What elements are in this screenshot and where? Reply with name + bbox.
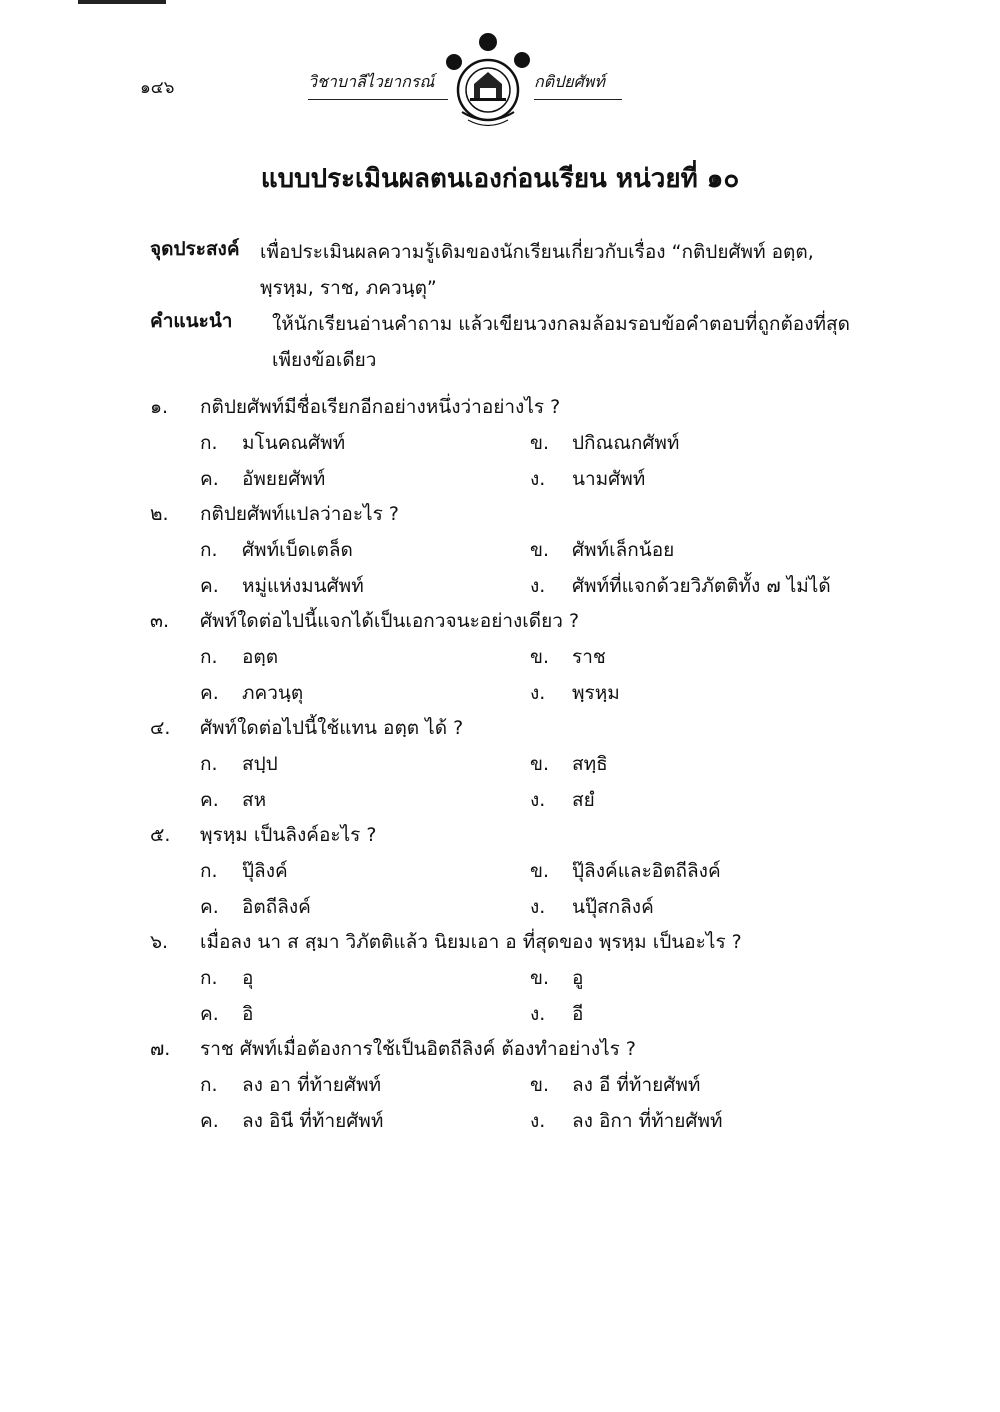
option-text: มโนคณศัพท์ [242, 432, 346, 454]
option-text: สปฺป [242, 753, 278, 775]
running-title-book: วิชาบาลีไวยากรณ์ [308, 70, 448, 100]
option-text: อตฺต [242, 646, 279, 668]
option-text: ศัพท์เบ็ดเตล็ด [242, 539, 353, 561]
question-text: กติปยศัพท์มีชื่อเรียกอีกอย่างหนึ่งว่าอย่างไร ? [200, 396, 561, 418]
option-text: ลง อา ที่ท้ายศัพท์ [242, 1074, 382, 1096]
page-header [0, 0, 1000, 140]
question-text: เมื่อลง นา ส สฺมา วิภัตติแล้ว นิยมเอา อ ที่สุดของ พฺรหฺม เป็นอะไร ? [200, 931, 742, 953]
option-text: พฺรหฺม [572, 682, 620, 704]
option-text: อุ [242, 967, 254, 989]
option-text: อัพยยศัพท์ [242, 468, 326, 490]
option-letter: ข. [530, 432, 550, 454]
option-letter: ค. [200, 682, 219, 704]
option-letter: ง. [530, 1110, 546, 1132]
option-text: สทฺธิ [572, 753, 608, 775]
option-letter: ก. [200, 1074, 218, 1096]
option-letter: ก. [200, 753, 218, 775]
question-item [150, 392, 850, 499]
option-text: หมู่แห่งมนศัพท์ [242, 575, 364, 597]
question-number: ๖. [150, 931, 169, 953]
instruction-label: คำแนะนำ [150, 310, 233, 332]
option-letter: ง. [530, 468, 546, 490]
question-item [150, 1034, 850, 1141]
option-letter: ค. [200, 575, 219, 597]
page-title: แบบประเมินผลตนเองก่อนเรียน หน่วยที่ ๑๐ [260, 164, 740, 194]
option-letter: ก. [200, 967, 218, 989]
question-item [150, 606, 850, 713]
option-letter: ค. [200, 1003, 219, 1025]
option-text: นปุ๊สกลิงค์ [572, 896, 654, 918]
option-text: ภควนฺตุ [242, 682, 304, 704]
option-letter: ค. [200, 1110, 219, 1132]
option-letter: ข. [530, 753, 550, 775]
question-item [150, 820, 850, 927]
option-text: ลง อินี ที่ท้ายศัพท์ [242, 1110, 384, 1132]
question-item [150, 713, 850, 820]
option-text: สห [242, 789, 267, 811]
objective-text: เพื่อประเมินผลความรู้เดิมของนักเรียนเกี่ยวกับเรื่อง “กติปยศัพท์ อตฺต, พฺรหฺม, ราช, ภควนฺตุ” [260, 241, 814, 299]
question-item [150, 927, 850, 1034]
option-letter: ง. [530, 789, 546, 811]
option-letter: ข. [530, 1074, 550, 1096]
option-text: ปุ๊ลิงค์และอิตถีลิงค์ [572, 860, 721, 882]
option-letter: ง. [530, 575, 546, 597]
option-letter: ง. [530, 896, 546, 918]
option-letter: ก. [200, 646, 218, 668]
option-text: ลง อี ที่ท้ายศัพท์ [572, 1074, 701, 1096]
option-text: ศัพท์เล็กน้อย [572, 539, 675, 561]
option-text: อี [572, 1003, 584, 1025]
question-number: ๒. [150, 503, 169, 525]
option-text: อู [572, 967, 584, 989]
option-letter: ง. [530, 1003, 546, 1025]
option-letter: ค. [200, 789, 219, 811]
question-text: พฺรหฺม เป็นลิงค์อะไร ? [200, 824, 377, 846]
option-text: ราช [572, 646, 606, 668]
question-text: กติปยศัพท์แปลว่าอะไร ? [200, 503, 399, 525]
option-text: อิตถีลิงค์ [242, 896, 311, 918]
option-letter: ข. [530, 967, 550, 989]
option-letter: ก. [200, 539, 218, 561]
question-text: ราช ศัพท์เมื่อต้องการใช้เป็นอิตถีลิงค์ ต้องทำอย่างไร ? [200, 1038, 636, 1060]
option-letter: ก. [200, 432, 218, 454]
option-letter: ข. [530, 860, 550, 882]
question-list [150, 392, 850, 1141]
option-text: อิ [242, 1003, 254, 1025]
option-letter: ข. [530, 646, 550, 668]
question-text: ศัพท์ใดต่อไปนี้แจกได้เป็นเอกวจนะอย่างเดียว ? [200, 610, 580, 632]
option-letter: ค. [200, 468, 219, 490]
option-text: นามศัพท์ [572, 468, 646, 490]
option-letter: ก. [200, 860, 218, 882]
option-text: ปกิณณกศัพท์ [572, 432, 680, 454]
page-number: ๑๔๖ [140, 78, 175, 98]
question-item [150, 499, 850, 606]
running-title-chapter: กติปยศัพท์ [534, 70, 622, 100]
institution-seal-logo [440, 32, 536, 132]
option-text: สยํ [572, 789, 595, 811]
question-number: ๔. [150, 717, 171, 739]
option-letter: ข. [530, 539, 550, 561]
option-letter: ง. [530, 682, 546, 704]
question-number: ๕. [150, 824, 171, 846]
objective-label: จุดประสงค์ [150, 238, 240, 260]
question-number: ๓. [150, 610, 170, 632]
question-text: ศัพท์ใดต่อไปนี้ใช้แทน อตฺต ได้ ? [200, 717, 464, 739]
option-letter: ค. [200, 896, 219, 918]
instruction-text: ให้นักเรียนอ่านคำถาม แล้วเขียนวงกลมล้อมรอบข้อคำตอบที่ถูกต้องที่สุดเพียงข้อเดียว [272, 313, 850, 371]
question-number: ๑. [150, 396, 169, 418]
option-text: ศัพท์ที่แจกด้วยวิภัตติทั้ง ๗ ไม่ได้ [572, 575, 831, 597]
option-text: ลง อิกา ที่ท้ายศัพท์ [572, 1110, 723, 1132]
option-text: ปุ๊ลิงค์ [242, 860, 288, 882]
question-number: ๗. [150, 1038, 171, 1060]
